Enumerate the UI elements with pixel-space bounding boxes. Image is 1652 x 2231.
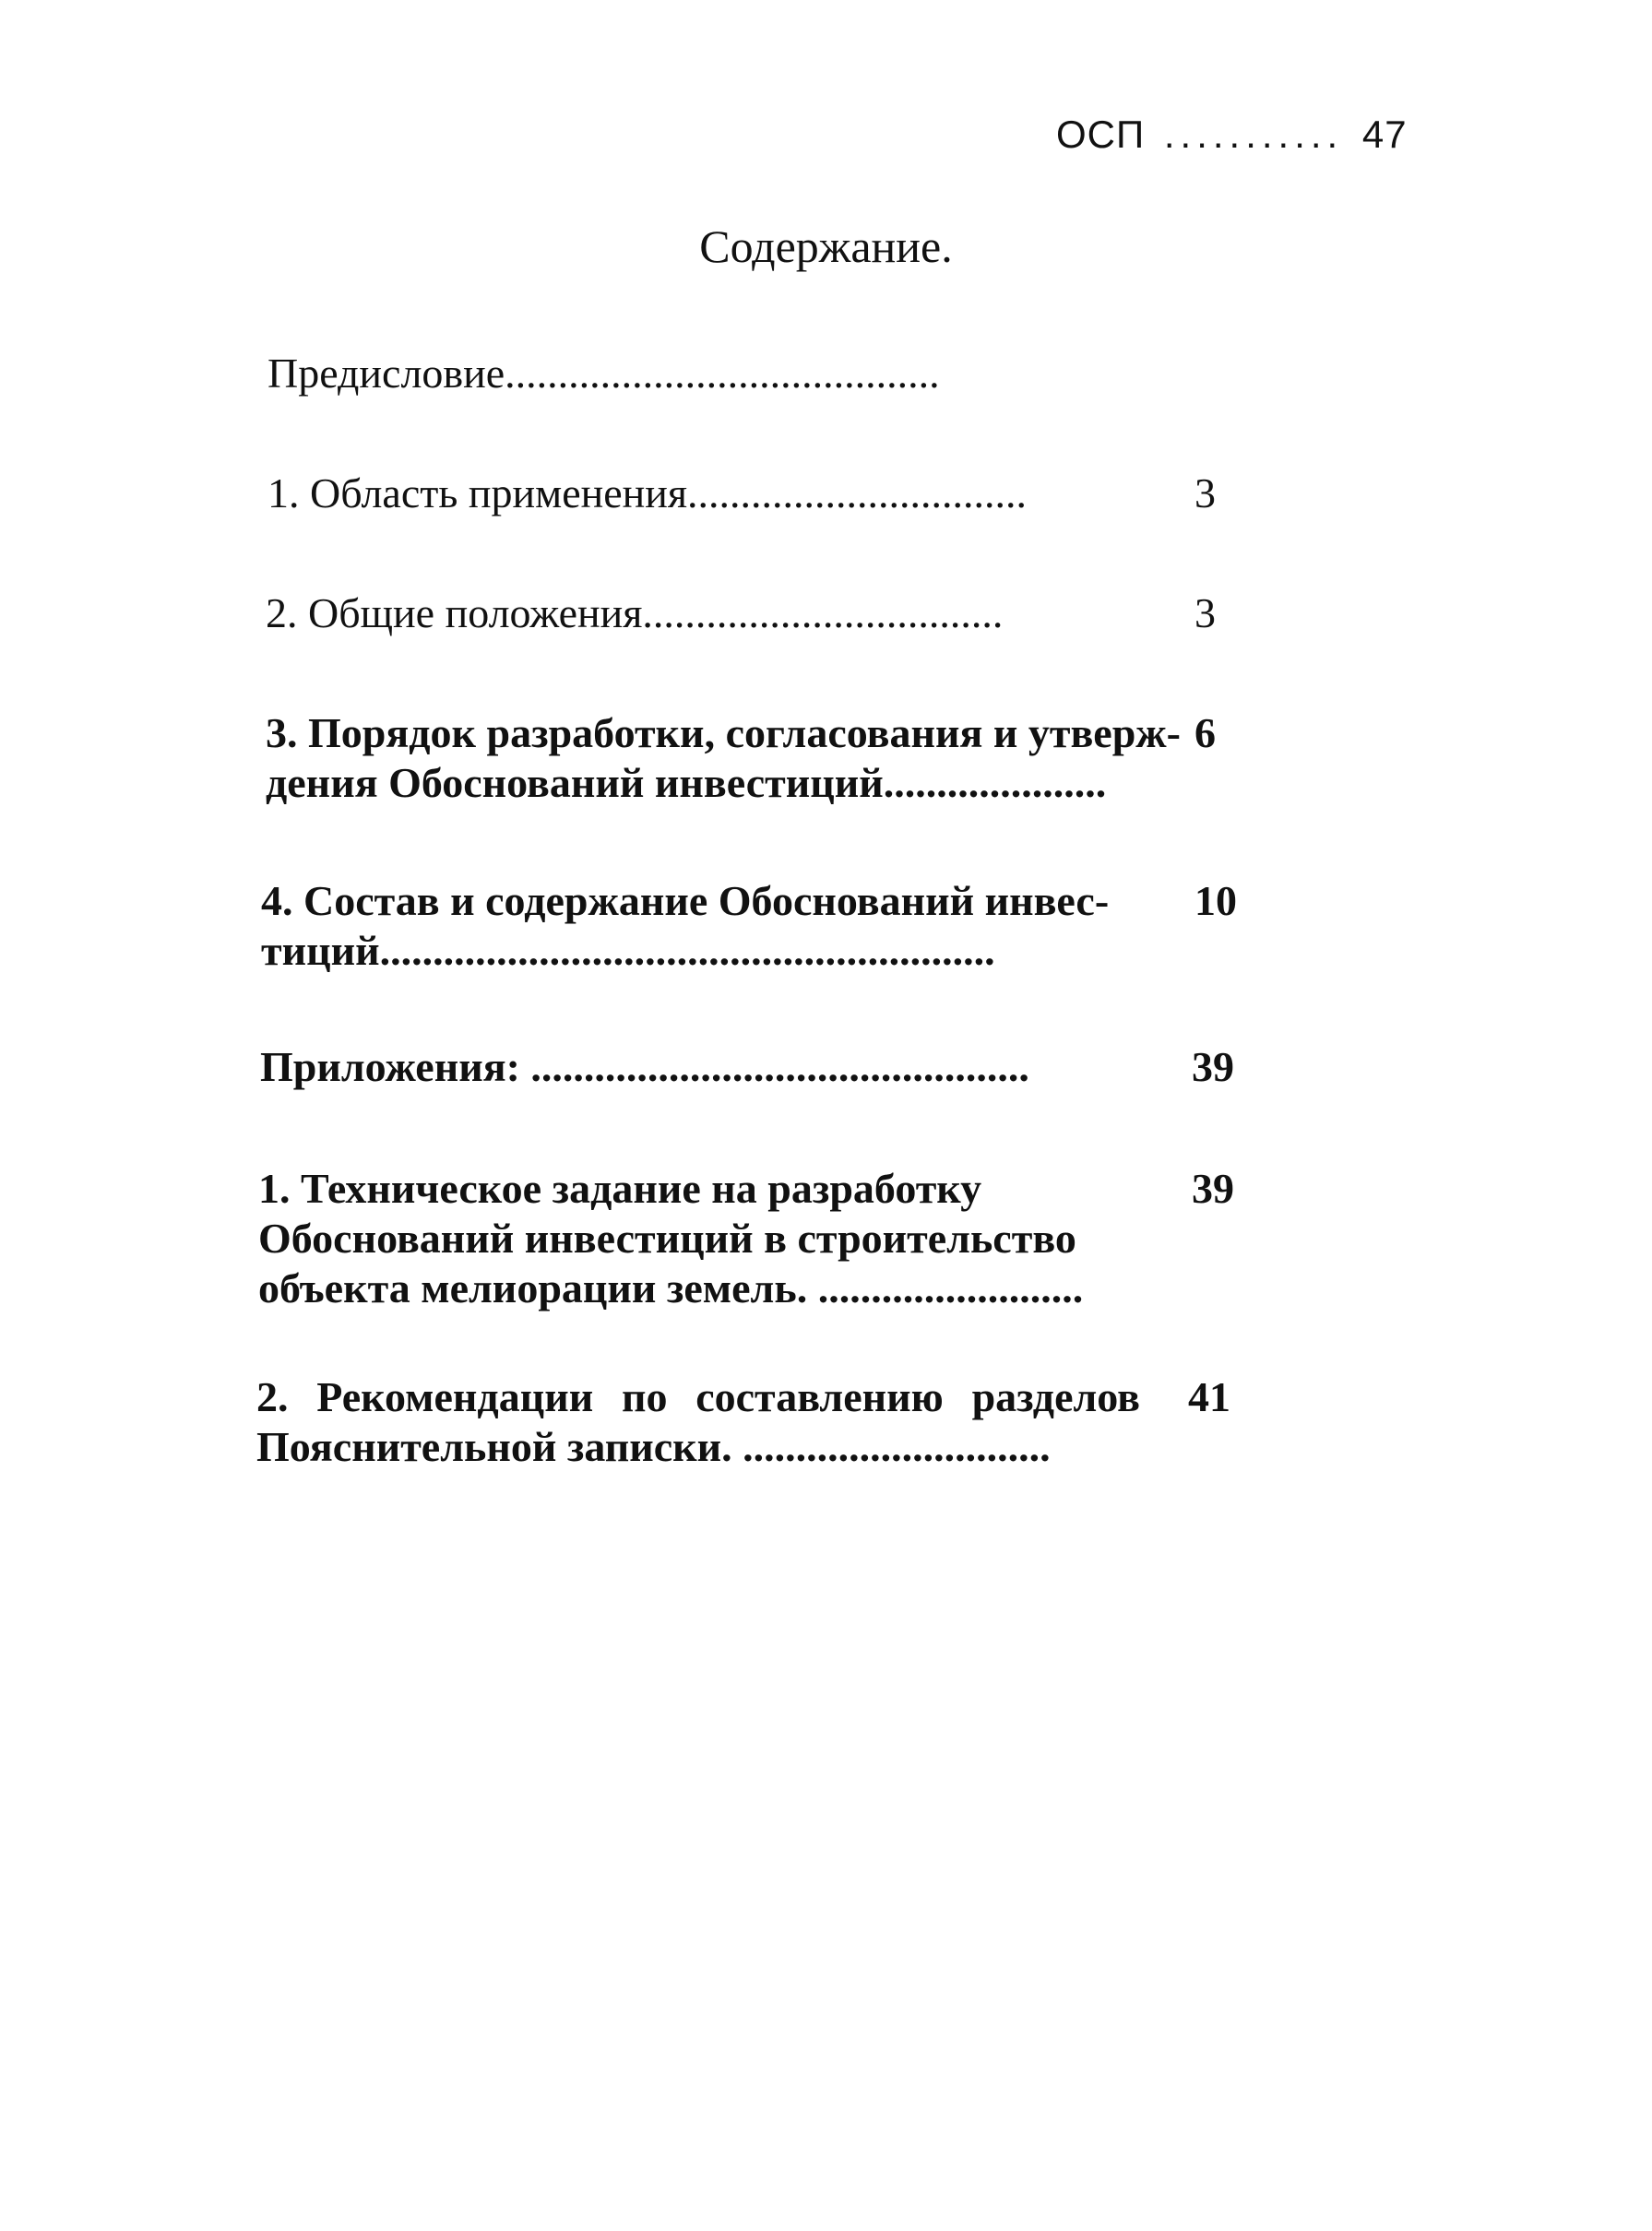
toc-entry-text-line2: тиций.......................................................... xyxy=(261,927,995,974)
toc-page-number: 3 xyxy=(1194,469,1216,516)
toc-entry-text-line3: объекта мелиорации земель. ......................... xyxy=(258,1264,1084,1311)
toc-entry-appendix-1[interactable] xyxy=(258,1164,1234,1313)
toc-entry-scope[interactable] xyxy=(267,469,1216,518)
toc-entry-text-line2: Пояснительной записки. ............................. xyxy=(256,1423,1051,1470)
toc-entry-composition[interactable] xyxy=(261,876,1237,976)
toc-entry-text-line1: 4. Состав и содержание Обоснований инвес- xyxy=(261,877,1110,924)
header-page-number: 47 xyxy=(1361,113,1408,156)
toc-entry-text: Приложения: ............................................... xyxy=(260,1043,1029,1090)
toc-entry-preface[interactable] xyxy=(267,349,940,398)
header-dot-leader: ........... xyxy=(1163,113,1344,156)
toc-entry-general[interactable] xyxy=(266,588,1216,638)
toc-entry-procedure[interactable] xyxy=(266,708,1216,808)
page-title: Содержание. xyxy=(699,220,953,272)
running-header xyxy=(1056,113,1408,157)
toc-entry-text: 2. Общие положения.................................. xyxy=(266,589,1004,636)
toc-entry-text-line2: дения Обоснований инвестиций..................... xyxy=(266,759,1107,806)
toc-page-number: 39 xyxy=(1192,1043,1234,1090)
toc-entry-text-line2: Обоснований инвестиций в строительство xyxy=(258,1215,1076,1262)
toc-page-number: 39 xyxy=(1192,1165,1234,1212)
toc-entry-appendices[interactable] xyxy=(260,1042,1234,1092)
toc-entry-text-line1: 2. Рекомендации по составлению разделов xyxy=(256,1373,1140,1420)
toc-page-number: 3 xyxy=(1194,589,1216,636)
toc-page-number: 6 xyxy=(1194,709,1216,756)
header-label: ОСП xyxy=(1056,113,1146,156)
toc-entry-appendix-2[interactable] xyxy=(256,1372,1230,1472)
toc-entry-text-line1: 3. Порядок разработки, согласования и утверж- xyxy=(266,709,1181,756)
toc-page-number: 41 xyxy=(1188,1373,1230,1420)
toc-entry-text: Предисловие......................................... xyxy=(267,350,940,397)
toc-entry-text-line1: 1. Техническое задание на разработку xyxy=(258,1165,982,1212)
toc-entry-text: 1. Область применения................................ xyxy=(267,469,1028,516)
toc-page-number: 10 xyxy=(1194,877,1237,924)
